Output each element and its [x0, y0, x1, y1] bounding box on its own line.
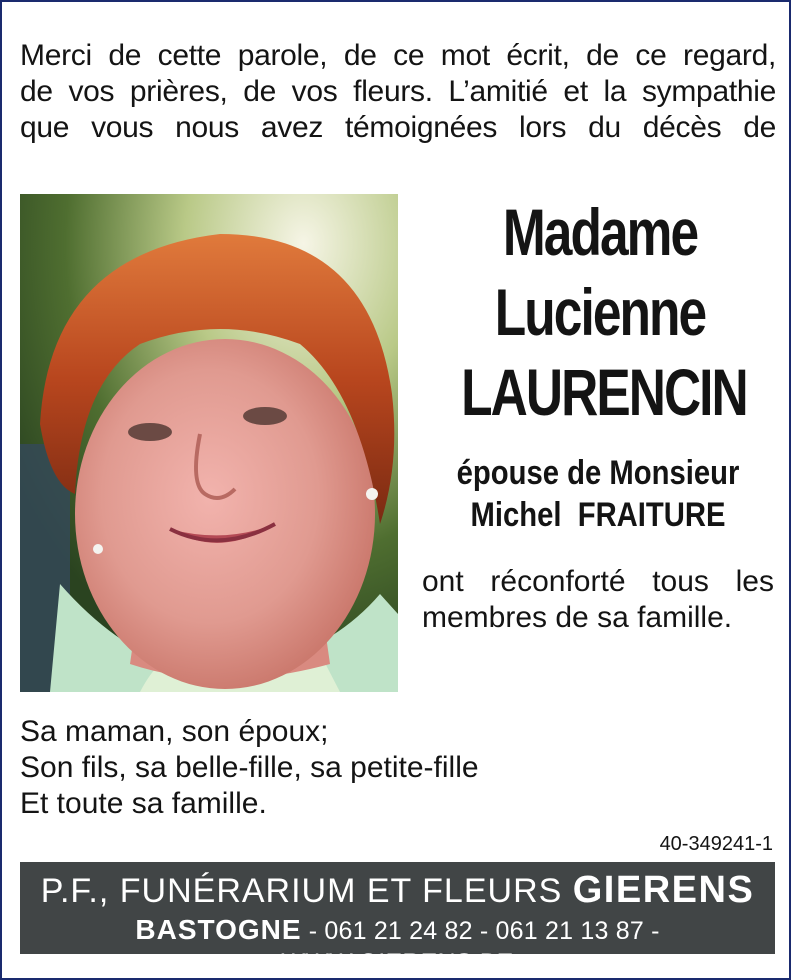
intro-line-2: de vos prières, de vos fleurs. L’amitié et la sympathie — [20, 75, 776, 108]
funeral-home-name: GIERENS — [572, 869, 755, 911]
funeral-home-title — [20, 870, 775, 911]
funeral-home-contact-details: - 061 21 24 82 - 061 21 13 87 - WWW.GIERENS.BE — [281, 917, 660, 977]
intro-text — [20, 38, 776, 146]
spouse-line-1: épouse de Monsieur — [456, 454, 740, 492]
intro-line-1: Merci de cette parole, de ce mot écrit, de ce regard, — [20, 39, 776, 72]
intro-line-3: que vous nous avez témoignées lors du décès de — [20, 111, 776, 144]
funeral-home-contacts — [20, 914, 775, 979]
family-signature — [20, 714, 620, 822]
family-line-2: Son fils, sa belle-fille, sa petite-fille — [20, 751, 479, 784]
comfort-line-2: membres de sa famille. — [422, 601, 733, 634]
comfort-text — [422, 564, 774, 636]
spouse-text — [438, 452, 758, 536]
deceased-last-name: LAURENCIN — [461, 355, 747, 429]
family-line-3: Et toute sa famille. — [20, 787, 267, 820]
deceased-first-name: Lucienne — [494, 275, 706, 349]
deceased-title: Madame — [502, 195, 698, 269]
deceased-name — [461, 192, 747, 432]
funeral-home-banner — [20, 862, 775, 977]
comfort-line-1: ont réconforté tous les — [422, 565, 774, 598]
portrait-illustration — [20, 194, 398, 692]
portrait-photo — [20, 194, 398, 692]
family-line-1: Sa maman, son époux; — [20, 715, 329, 748]
funeral-home-city: BASTOGNE — [135, 914, 302, 945]
spouse-line-2: Michel FRAITURE — [470, 496, 726, 534]
reference-number: 40-349241-1 — [659, 833, 773, 855]
funeral-home-prefix: P.F., FUNÉRARIUM ET FLEURS — [40, 872, 573, 910]
